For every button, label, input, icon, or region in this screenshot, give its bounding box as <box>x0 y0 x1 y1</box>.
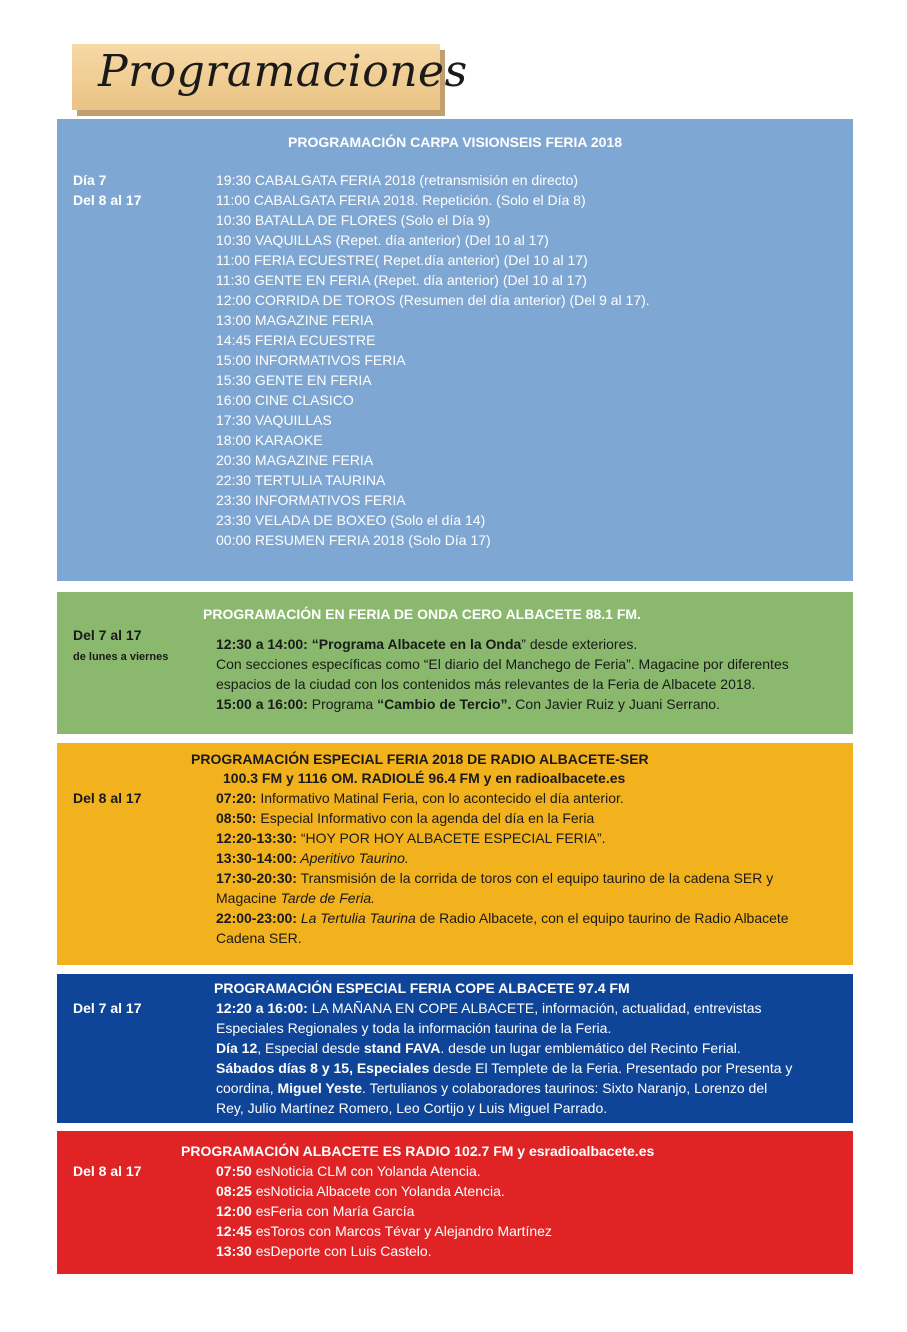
schedule-line: Cadena SER. <box>216 930 302 946</box>
onda-panel <box>57 592 853 734</box>
time: 13:30 <box>216 1243 252 1259</box>
text: LA MAÑANA EN COPE ALBACETE, información, actualidad, entrevistas <box>307 1000 762 1016</box>
cope-heading: PROGRAMACIÓN ESPECIAL FERIA COPE ALBACETE 97.4 FM <box>214 980 630 996</box>
text: Especial Informativo con la agenda del día en la Feria <box>256 810 595 826</box>
schedule-line: 19:30 CABALGATA FERIA 2018 (retransmisión en directo) <box>216 172 579 188</box>
onda-days-note: de lunes a viernes <box>73 651 169 663</box>
cope-panel <box>57 974 853 1123</box>
time: 12:45 <box>216 1223 252 1239</box>
schedule-line <box>216 1078 792 1098</box>
time: 15:00 a 16:00: <box>216 696 308 712</box>
cope-schedule <box>216 998 792 1118</box>
schedule-line <box>216 788 789 808</box>
time: 22:00-23:00: <box>216 910 297 926</box>
schedule-line: Rey, Julio Martínez Romero, Leo Cortijo y Luis Miguel Parrado. <box>216 1100 608 1116</box>
schedule-line: 11:00 FERIA ECUESTRE( Repet.día anterior) (Del 10 al 17) <box>216 252 588 268</box>
schedule-line: 11:00 CABALGATA FERIA 2018. Repetición. (Solo el Día 8) <box>216 192 586 208</box>
text: Informativo Matinal Feria, con lo acontecido el día anterior. <box>256 790 624 806</box>
time: 08:25 <box>216 1183 252 1199</box>
time: 17:30-20:30: <box>216 870 297 886</box>
text: ” desde exteriores. <box>521 636 638 652</box>
schedule-line <box>216 1058 792 1078</box>
text: Tarde de Feria. <box>280 890 376 906</box>
schedule-line: 17:30 VAQUILLAS <box>216 412 332 428</box>
carpa-panel <box>57 119 853 581</box>
schedule-line: 10:30 BATALLA DE FLORES (Solo el Día 9) <box>216 212 491 228</box>
onda-day: Del 7 al 17 <box>73 627 142 643</box>
schedule-line <box>216 1201 552 1221</box>
schedule-line: 23:30 VELADA DE BOXEO (Solo el día 14) <box>216 512 486 528</box>
schedule-line: 22:30 TERTULIA TAURINA <box>216 472 386 488</box>
text: de Radio Albacete, con el equipo taurino de Radio Albacete <box>415 910 789 926</box>
onda-heading: PROGRAMACIÓN EN FERIA DE ONDA CERO ALBACETE 88.1 FM. <box>203 606 641 622</box>
carpa-heading: PROGRAMACIÓN CARPA VISIONSEIS FERIA 2018 <box>288 134 622 150</box>
schedule-line <box>216 908 789 928</box>
ser-heading-2: 100.3 FM y 1116 OM. RADIOLÉ 96.4 FM y en radioalbacete.es <box>223 770 626 786</box>
text: coordina, <box>216 1080 278 1096</box>
title-box <box>72 44 468 110</box>
text: Transmisión de la corrida de toros con el equipo taurino de la cadena SER y <box>296 870 774 886</box>
text: esToros con Marcos Tévar y Alejandro Martínez <box>251 1223 552 1239</box>
time: 07:20: <box>216 790 257 806</box>
schedule-line <box>216 828 789 848</box>
page-title: Programaciones <box>98 46 468 97</box>
schedule-line: 12:00 CORRIDA DE TOROS (Resumen del día anterior) (Del 9 al 17). <box>216 292 650 308</box>
carpa-day-2: Del 8 al 17 <box>73 192 142 208</box>
schedule-line: 20:30 MAGAZINE FERIA <box>216 452 374 468</box>
schedule-line <box>216 634 789 654</box>
ser-schedule <box>216 788 789 948</box>
time: 13:30-14:00: <box>216 850 297 866</box>
text: . desde un lugar emblemático del Recinto Ferial. <box>440 1040 741 1056</box>
text: Aperitivo Taurino. <box>296 850 409 866</box>
program: “Programa Albacete en la Onda <box>307 636 522 652</box>
schedule-line: 00:00 RESUMEN FERIA 2018 (Solo Día 17) <box>216 532 491 548</box>
esradio-schedule <box>216 1161 552 1261</box>
text: . Tertulianos y colaboradores taurinos: Sixto Naranjo, Lorenzo del <box>362 1080 768 1096</box>
schedule-line: 11:30 GENTE EN FERIA (Repet. día anterior) (Del 10 al 17) <box>216 272 587 288</box>
schedule-line: 18:00 KARAOKE <box>216 432 323 448</box>
text: Programa <box>307 696 378 712</box>
schedule-line <box>216 868 789 888</box>
schedule-line <box>216 1038 792 1058</box>
text: desde El Templete de la Feria. Presentado por Presenta y <box>429 1060 793 1076</box>
text: Con Javier Ruiz y Juani Serrano. <box>511 696 720 712</box>
cope-day: Del 7 al 17 <box>73 1000 142 1016</box>
time: 12:20-13:30: <box>216 830 297 846</box>
schedule-line <box>216 694 789 714</box>
text: , Especial desde <box>257 1040 364 1056</box>
ser-day: Del 8 al 17 <box>73 790 142 806</box>
time: 12:20 a 16:00: <box>216 1000 308 1016</box>
schedule-line: 15:30 GENTE EN FERIA <box>216 372 372 388</box>
schedule-line: 14:45 FERIA ECUESTRE <box>216 332 376 348</box>
text: “HOY POR HOY ALBACETE ESPECIAL FERIA”. <box>296 830 606 846</box>
schedule-line: 16:00 CINE CLASICO <box>216 392 354 408</box>
schedule-line <box>216 808 789 828</box>
schedule-line <box>216 1161 552 1181</box>
ser-panel <box>57 743 853 965</box>
text: esNoticia Albacete con Yolanda Atencia. <box>251 1183 505 1199</box>
schedule-line: 10:30 VAQUILLAS (Repet. día anterior) (Del 10 al 17) <box>216 232 549 248</box>
text: stand FAVA <box>363 1040 441 1056</box>
esradio-panel <box>57 1131 853 1274</box>
schedule-line <box>216 998 792 1018</box>
text: esNoticia CLM con Yolanda Atencia. <box>251 1163 481 1179</box>
time: 07:50 <box>216 1163 252 1179</box>
esradio-day: Del 8 al 17 <box>73 1163 142 1179</box>
text: Día 12 <box>216 1040 258 1056</box>
text: Sábados días 8 y 15, Especiales <box>216 1060 430 1076</box>
time: 08:50: <box>216 810 257 826</box>
program: “Cambio de Tercio”. <box>377 696 512 712</box>
schedule-line: 15:00 INFORMATIVOS FERIA <box>216 352 406 368</box>
text: La Tertulia Taurina <box>296 910 416 926</box>
schedule-line: 23:30 INFORMATIVOS FERIA <box>216 492 406 508</box>
carpa-day-1: Día 7 <box>73 172 107 188</box>
schedule-line <box>216 1181 552 1201</box>
schedule-line <box>216 848 789 868</box>
schedule-line: Especiales Regionales y toda la información taurina de la Feria. <box>216 1020 612 1036</box>
schedule-line <box>216 1241 552 1261</box>
time: 12:00 <box>216 1203 252 1219</box>
schedule-line: 13:00 MAGAZINE FERIA <box>216 312 374 328</box>
schedule-line: Con secciones específicas como “El diario del Manchego de Feria”. Magacine por diferentes <box>216 656 789 672</box>
ser-heading-1: PROGRAMACIÓN ESPECIAL FERIA 2018 DE RADIO ALBACETE-SER <box>191 751 649 767</box>
schedule-line <box>216 888 789 908</box>
schedule-line: espacios de la ciudad con los contenidos más relevantes de la Feria de Albacete 2018. <box>216 676 756 692</box>
time: 12:30 a 14:00: <box>216 636 308 652</box>
text: Magacine <box>216 890 281 906</box>
text: Miguel Yeste <box>277 1080 363 1096</box>
onda-schedule <box>216 634 789 714</box>
schedule-line <box>216 1221 552 1241</box>
text: esDeporte con Luis Castelo. <box>251 1243 432 1259</box>
carpa-schedule <box>216 170 650 550</box>
esradio-heading: PROGRAMACIÓN ALBACETE ES RADIO 102.7 FM y esradioalbacete.es <box>181 1143 655 1159</box>
text: esFeria con María García <box>251 1203 415 1219</box>
